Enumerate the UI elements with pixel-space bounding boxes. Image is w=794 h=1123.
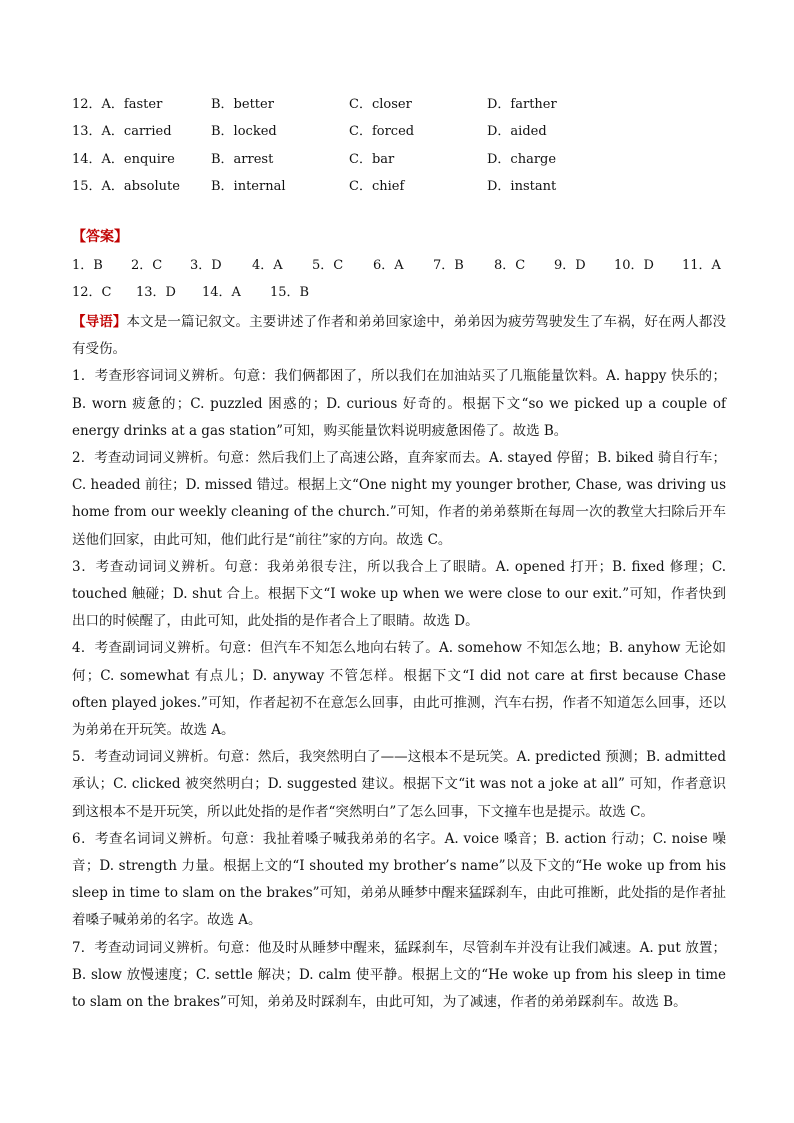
question-option-a <box>72 121 172 143</box>
option-d: D．instant <box>487 178 557 194</box>
answer-item: 4．A <box>252 258 283 273</box>
option-c: C．bar <box>349 151 395 167</box>
option-row-15 <box>72 176 732 203</box>
option-b: B．internal <box>211 178 286 194</box>
lead-text: 本文是一篇记叙文。主要讲述了作者和弟弟回家途中，弟弟因为疲劳驾驶发生了车祸，好在两人都没有受伤。 <box>72 314 727 358</box>
option-list <box>72 94 732 203</box>
question-option-a <box>72 149 175 171</box>
lead-paragraph <box>72 309 726 363</box>
answer-heading: 【答案】 <box>72 229 128 245</box>
answer-item: 5．C <box>312 258 344 273</box>
explanation-3: 3．考查动词词义辨析。句意：我弟弟很专注，所以我合上了眼睛。A. opened 打开；B. fixed 修理；C. touched 触碰；D. shut 合上。根据下文“I woke up when we were close to our exit.”可知，作者快到出口的时候醒了，由此可知，此处指的是作者合上了眼睛。故选 D。 <box>72 558 726 630</box>
explanation-1: 1．考查形容词词义辨析。句意：我们俩都困了，所以我们在加油站买了几瓶能量饮料。A. happy 快乐的；B. worn 疲惫的；C. puzzled 困惑的；D. curious 好奇的。根据下文“so we picked up a couple of energy drinks at a gas station”可知，购买能量饮料说明疲惫困倦了。故选 B。 <box>72 368 726 439</box>
question-option-a <box>72 176 180 198</box>
answer-item: 7．B <box>433 258 464 273</box>
explanation-2: 2．考查动词词义辨析。句意：然后我们上了高速公路，直奔家而去。A. stayed 停留；B. biked 骑自行车；C. headed 前往；D. missed 错过。根据上文“One night my younger brother, Chase, was driving us home from our weekly cleaning of the church.”可知，作者的弟弟蔡斯在每周一次的教堂大扫除后开车送他们回家，由此可知，他们此行是“前往”家的方向。故选 C。 <box>72 450 726 548</box>
question-number: 15． <box>72 178 102 194</box>
option-c: C．forced <box>349 124 415 140</box>
option-d: D．aided <box>487 124 547 140</box>
answer-item: 8．C <box>494 258 526 273</box>
option-d: D．charge <box>487 151 557 167</box>
option-row-13 <box>72 121 732 148</box>
question-option-a <box>72 94 162 116</box>
answer-item: 12．C <box>72 285 112 300</box>
answer-row-2 <box>72 282 732 309</box>
answer-row-1 <box>72 255 732 282</box>
explanation-7: 7．考查动词词义辨析。句意：他及时从睡梦中醒来，猛踩刹车，尽管刹车并没有让我们减速。A. put 放置；B. slow 放慢速度；C. settle 解决；D. calm 使平静。根据上文的“He woke up from his sleep in time to slam on the brakes”可知，弟弟及时踩刹车，由此可知，为了减速，作者的弟弟踩刹车。故选 B。 <box>72 939 726 1011</box>
answer-item: 14．A <box>202 285 241 300</box>
option-b: B．arrest <box>211 151 274 167</box>
explanation-5: 5．考查动词词义辨析。句意：然后，我突然明白了——这根本不是玩笑。A. predicted 预测；B. admitted 承认；C. clicked 被突然明白；D. suggested 建议。根据下文“it was not a joke at all” 可知，作者意识到这根本不是开玩笑，所以此处指的是作者“突然明白”了怎么回事，下文撞车也是提示。故选 C。 <box>72 749 726 820</box>
answer-item: 6．A <box>373 258 404 273</box>
option-a-text: A．enquire <box>101 151 175 167</box>
answer-item: 10．D <box>614 258 654 273</box>
answer-item: 2．C <box>131 258 163 273</box>
answer-item: 11．A <box>682 258 721 273</box>
question-number: 13． <box>72 124 102 140</box>
answer-item: 1．B <box>72 258 103 273</box>
option-b: B．better <box>211 97 274 112</box>
option-a-text: A．absolute <box>101 178 180 194</box>
question-number: 12． <box>72 97 102 112</box>
explanation-4: 4．考查副词词义辨析。句意：但汽车不知怎么地向右转了。A. somehow 不知怎么地；B. anyhow 无论如何；C. somewhat 有点儿；D. anyway 不管怎样。根据下文“I did not care at first because Chase often played jokes.”可知，作者起初不在意怎么回事，由此可推测，汽车右拐，作者不知道怎么回事，还以为弟弟在开玩笑。故选 A。 <box>72 640 726 739</box>
option-d: D．farther <box>487 97 557 112</box>
answer-key <box>72 255 732 309</box>
explanation-6: 6．考查名词词义辨析。句意：我扯着嗓子喊我弟弟的名字。A. voice 嗓音；B. action 行动；C. noise 噪音；D. strength 力量。根据上文的“I shouted my brother’s name”以及下文的“He woke up from his sleep in time to slam on the brakes”可知，弟弟从睡梦中醒来猛踩刹车，由此可推断，此处指的是作者扯着嗓子喊弟弟的名字。故选 A。 <box>72 830 726 929</box>
option-row-12 <box>72 94 732 121</box>
answer-item: 15．B <box>270 285 310 300</box>
option-c: C．chief <box>349 178 405 194</box>
option-c: C．closer <box>349 97 412 112</box>
option-row-14 <box>72 149 732 176</box>
answer-item: 9．D <box>554 258 586 273</box>
option-a-text: A．faster <box>101 97 163 112</box>
option-b: B．locked <box>211 124 277 140</box>
answer-item: 13．D <box>136 285 176 300</box>
analysis-section <box>72 309 726 1016</box>
question-number: 14． <box>72 151 102 167</box>
lead-label: 【导语】 <box>72 314 127 330</box>
option-a-text: A．carried <box>101 124 172 140</box>
answer-item: 3．D <box>190 258 222 273</box>
